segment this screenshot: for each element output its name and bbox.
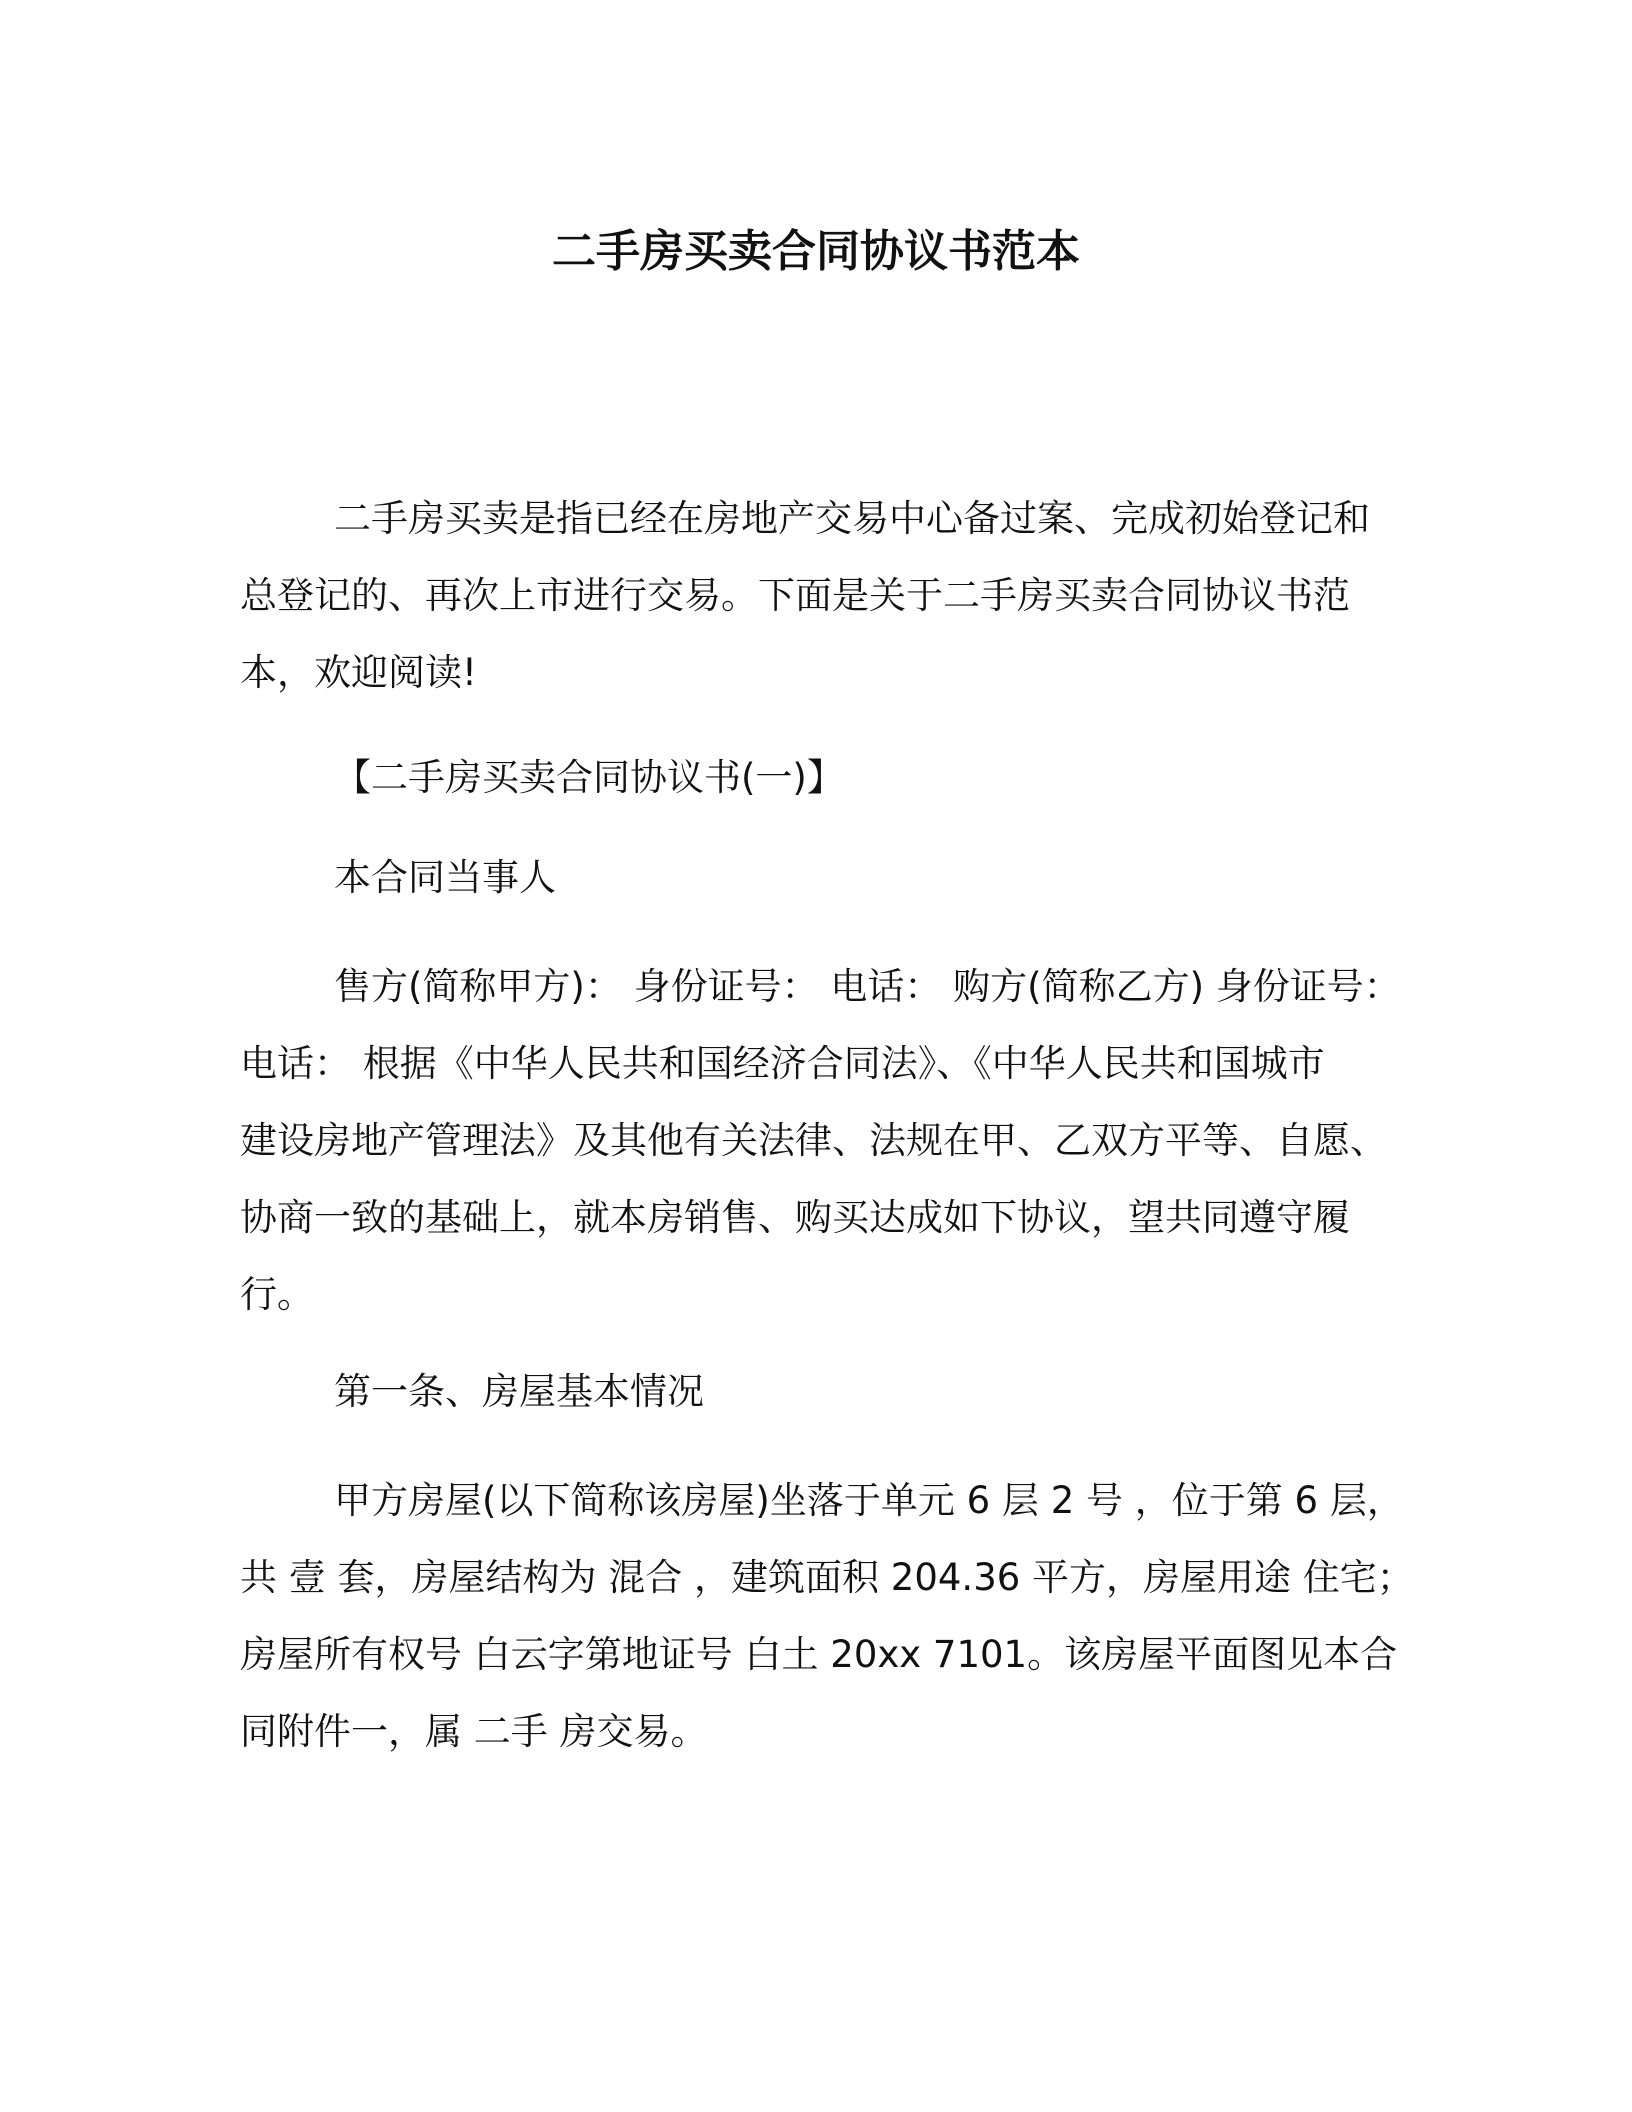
article-1-heading: 第一条、房屋基本情况 (334, 1370, 704, 1413)
parties-line: 行。 (240, 1273, 314, 1316)
article-1-line: 同附件一，属 二手 房交易。 (240, 1710, 708, 1753)
section-heading: 【二手房买卖合同协议书(一)】 (334, 756, 844, 799)
parties-line: 售方(简称甲方)： 身份证号： 电话： 购方(简称乙方) 身份证号： (334, 965, 1401, 1008)
article-1-line: 共 壹 套，房屋结构为 混合 ，建筑面积 204.36 平方，房屋用途 住宅； (240, 1556, 1414, 1599)
parties-line: 电话： 根据《中华人民共和国经济合同法》、《中华人民共和国城市 (240, 1042, 1325, 1085)
article-1-line: 房屋所有权号 白云字第地证号 白土 20xx 7101。该房屋平面图见本合 (240, 1633, 1398, 1676)
parties-paragraph (240, 948, 1401, 1333)
article-1-line: 甲方房屋(以下简称该房屋)坐落于单元 6 层 2 号 ，位于第 6 层， (334, 1479, 1404, 1522)
document-title: 二手房买卖合同协议书范本 (552, 226, 1080, 277)
intro-line: 本，欢迎阅读! (240, 651, 477, 694)
intro-line: 总登记的、再次上市进行交易。下面是关于二手房买卖合同协议书范 (240, 574, 1350, 617)
article-1-paragraph (240, 1462, 1414, 1770)
parties-heading: 本合同当事人 (334, 856, 556, 899)
intro-line: 二手房买卖是指已经在房地产交易中心备过案、完成初始登记和 (334, 497, 1370, 540)
intro-paragraph (240, 480, 1388, 711)
parties-line: 建设房地产管理法》及其他有关法律、法规在甲、乙双方平等、自愿、 (240, 1119, 1387, 1162)
parties-line: 协商一致的基础上，就本房销售、购买达成如下协议，望共同遵守履 (240, 1196, 1350, 1239)
